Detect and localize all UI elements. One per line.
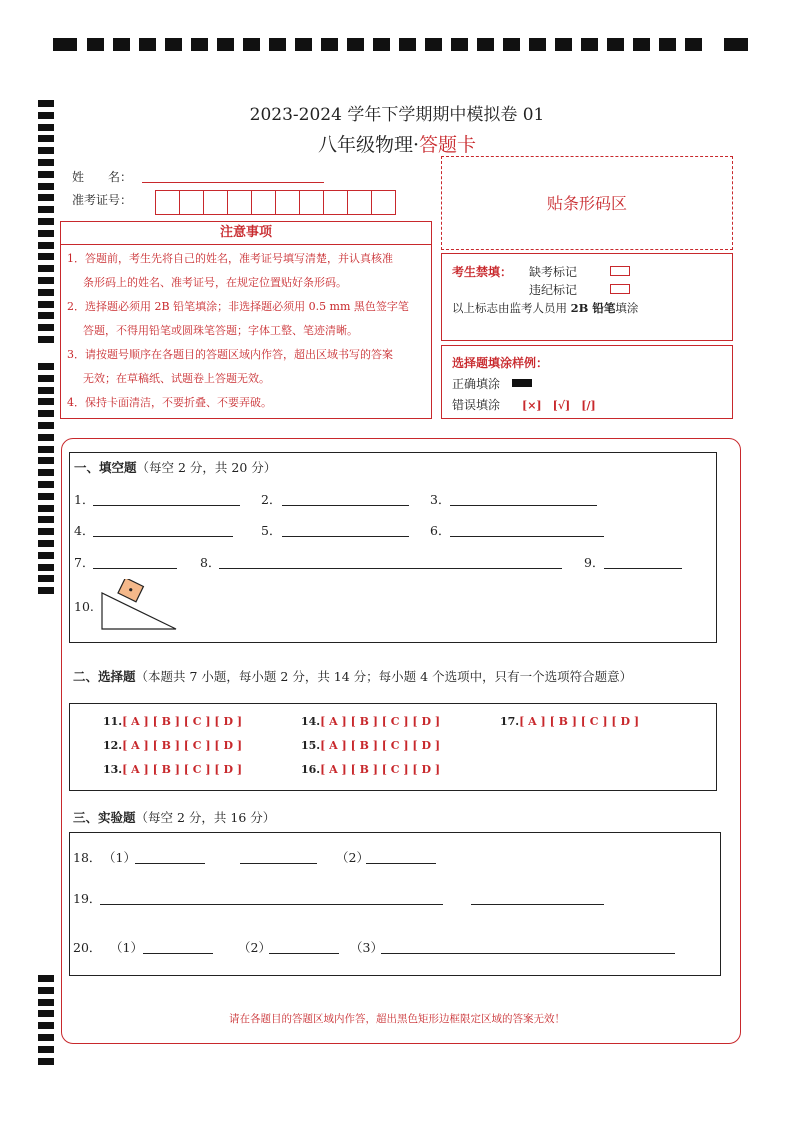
timing-mark xyxy=(38,312,54,319)
q1-blank[interactable] xyxy=(93,490,240,506)
forbidden-note: 以上标志由监考人员用 2B 铅笔填涂 xyxy=(452,301,639,315)
notice-title: 注意事项 xyxy=(61,222,431,245)
q19-blank-1[interactable] xyxy=(100,889,443,905)
timing-mark xyxy=(38,242,54,249)
q7-label: 7． xyxy=(74,555,95,570)
fill-sample-box xyxy=(441,345,733,419)
id-digit-box[interactable] xyxy=(155,190,180,215)
name-field[interactable] xyxy=(142,182,324,183)
q5-label: 5． xyxy=(261,523,282,538)
q6-label: 6． xyxy=(430,523,451,538)
q18-label: 18． xyxy=(73,850,102,865)
timing-mark xyxy=(38,987,54,994)
timing-mark xyxy=(38,481,54,488)
timing-mark xyxy=(38,218,54,225)
q2-blank[interactable] xyxy=(282,490,409,506)
left-timing-marks xyxy=(38,100,54,1070)
id-digit-box[interactable] xyxy=(323,190,348,215)
timing-mark xyxy=(38,387,54,394)
id-digit-box[interactable] xyxy=(203,190,228,215)
timing-mark xyxy=(581,38,598,51)
id-number-boxes[interactable] xyxy=(155,190,421,215)
section3-box xyxy=(69,832,721,976)
choice-q15[interactable]: 15.[ A ] [ B ] [ C ] [ D ] xyxy=(301,739,441,752)
timing-mark xyxy=(38,375,54,382)
page-title: 2023-2024 学年下学期期中模拟卷 01 xyxy=(249,105,545,125)
timing-mark xyxy=(38,1046,54,1053)
timing-mark xyxy=(113,38,130,51)
forbidden-title: 考生禁填： xyxy=(452,265,513,279)
id-digit-box[interactable] xyxy=(299,190,324,215)
choice-q17[interactable]: 17.[ A ] [ B ] [ C ] [ D ] xyxy=(500,715,640,728)
q3-label: 3． xyxy=(430,492,451,507)
id-digit-box[interactable] xyxy=(275,190,300,215)
timing-mark xyxy=(399,38,416,51)
choice-q13[interactable]: 13.[ A ] [ B ] [ C ] [ D ] xyxy=(103,763,243,776)
wrong-label: 错误填涂 xyxy=(452,398,501,412)
timing-mark xyxy=(38,975,54,982)
timing-mark xyxy=(38,206,54,213)
choice-q11[interactable]: 11.[ A ] [ B ] [ C ] [ D ] xyxy=(103,715,243,728)
timing-mark xyxy=(38,587,54,594)
timing-mark xyxy=(38,505,54,512)
violation-label: 违纪标记 xyxy=(529,283,578,297)
section3-title: 三、实验题（每空 2 分，共 16 分） xyxy=(73,810,276,825)
section2-box xyxy=(69,703,717,791)
footer-warning: 请在各题目的答题区域内作答，超出黑色矩形边框限定区域的答案无效！ xyxy=(229,1013,565,1025)
violation-checkbox[interactable] xyxy=(610,284,630,294)
q18-blank-2[interactable] xyxy=(240,848,317,864)
q20-blank-2[interactable] xyxy=(269,938,339,954)
section2-title: 二、选择题（本题共 7 小题，每小题 2 分，共 14 分；每小题 4 个选项中，只有一个选项符合题意） xyxy=(73,669,633,684)
timing-mark xyxy=(217,38,234,51)
id-digit-box[interactable] xyxy=(179,190,204,215)
q20-label: 20． xyxy=(73,940,102,955)
notice-box xyxy=(60,221,432,419)
q8-label: 8． xyxy=(200,555,221,570)
timing-mark xyxy=(38,301,54,308)
notice-item: 条形码上的姓名、准考证号，在规定位置贴好条形码。 xyxy=(83,276,347,289)
timing-mark xyxy=(38,159,54,166)
timing-mark xyxy=(425,38,442,51)
q4-label: 4． xyxy=(74,523,95,538)
q18-part1-label: （1） xyxy=(103,850,136,865)
timing-mark xyxy=(373,38,390,51)
sample-title: 选择题填涂样例： xyxy=(452,356,549,370)
timing-mark xyxy=(321,38,338,51)
q10-label: 10. xyxy=(74,599,94,614)
q2-label: 2． xyxy=(261,492,282,507)
timing-mark xyxy=(38,446,54,453)
timing-mark xyxy=(38,194,54,201)
timing-mark xyxy=(38,398,54,405)
timing-mark xyxy=(659,38,676,51)
correct-label: 正确填涂 xyxy=(452,377,501,391)
timing-mark xyxy=(38,277,54,284)
q19-label: 19． xyxy=(73,891,102,906)
timing-mark xyxy=(87,38,104,51)
id-digit-box[interactable] xyxy=(227,190,252,215)
id-digit-box[interactable] xyxy=(251,190,276,215)
timing-mark xyxy=(451,38,468,51)
correct-fill-mark xyxy=(512,379,532,387)
q3-blank[interactable] xyxy=(450,490,597,506)
timing-mark xyxy=(38,171,54,178)
timing-mark xyxy=(243,38,260,51)
notice-item: 无效；在草稿纸、试题卷上答题无效。 xyxy=(83,372,270,385)
timing-mark xyxy=(38,324,54,331)
q20-blank-1[interactable] xyxy=(143,938,213,954)
timing-mark xyxy=(38,469,54,476)
id-label: 准考证号： xyxy=(72,193,133,207)
timing-mark xyxy=(38,540,54,547)
timing-mark xyxy=(555,38,572,51)
q8-blank[interactable] xyxy=(219,553,562,569)
q9-label: 9． xyxy=(584,555,605,570)
timing-mark xyxy=(607,38,624,51)
section1-box xyxy=(69,452,717,643)
timing-mark xyxy=(38,564,54,571)
timing-mark xyxy=(633,38,650,51)
timing-mark xyxy=(38,1034,54,1041)
timing-mark xyxy=(38,552,54,559)
timing-mark xyxy=(38,265,54,272)
q18-blank-1[interactable] xyxy=(135,848,205,864)
q18-blank-3[interactable] xyxy=(366,848,436,864)
choice-q16[interactable]: 16.[ A ] [ B ] [ C ] [ D ] xyxy=(301,763,441,776)
barcode-area xyxy=(441,156,733,250)
timing-mark xyxy=(38,422,54,429)
top-timing-marks xyxy=(53,38,748,51)
q9-blank[interactable] xyxy=(604,553,682,569)
timing-mark xyxy=(38,1058,54,1065)
timing-mark xyxy=(685,38,702,51)
id-digit-box[interactable] xyxy=(347,190,372,215)
notice-item: 3．请按题号顺序在各题目的答题区域内作答，超出区域书写的答案 xyxy=(67,348,393,361)
notice-item: 4．保持卡面清洁，不要折叠、不要弄破。 xyxy=(67,396,272,409)
timing-mark xyxy=(503,38,520,51)
absent-label: 缺考标记 xyxy=(529,265,578,279)
timing-mark xyxy=(38,434,54,441)
wrong-fill-marks: [×] [√] [/] xyxy=(522,399,596,412)
timing-mark xyxy=(38,457,54,464)
timing-mark xyxy=(38,575,54,582)
timing-mark xyxy=(38,253,54,260)
choice-q14[interactable]: 14.[ A ] [ B ] [ C ] [ D ] xyxy=(301,715,441,728)
id-digit-box[interactable] xyxy=(371,190,396,215)
timing-mark xyxy=(191,38,208,51)
timing-mark xyxy=(38,999,54,1006)
absent-checkbox[interactable] xyxy=(610,266,630,276)
q20-part2-label: （2） xyxy=(238,940,271,955)
q20-blank-3[interactable] xyxy=(381,938,675,954)
timing-mark xyxy=(38,336,54,343)
q20-part1-label: （1） xyxy=(110,940,143,955)
q18-part2-label: （2） xyxy=(336,850,369,865)
timing-mark xyxy=(38,289,54,296)
timing-mark xyxy=(38,493,54,500)
notice-item: 1．答题前，考生先将自己的姓名，准考证号填写清楚，并认真核准 xyxy=(67,252,393,265)
q19-blank-2[interactable] xyxy=(471,889,604,905)
choice-q12[interactable]: 12.[ A ] [ B ] [ C ] [ D ] xyxy=(103,739,243,752)
timing-mark xyxy=(529,38,546,51)
timing-mark xyxy=(38,516,54,523)
q20-part3-label: （3） xyxy=(350,940,383,955)
timing-mark xyxy=(347,38,364,51)
forbidden-box xyxy=(441,253,733,341)
timing-mark xyxy=(38,230,54,237)
q4-blank[interactable] xyxy=(93,521,233,537)
timing-mark xyxy=(38,528,54,535)
timing-mark xyxy=(139,38,156,51)
timing-mark xyxy=(269,38,286,51)
timing-mark xyxy=(38,363,54,370)
timing-mark xyxy=(38,410,54,417)
barcode-label: 贴条形码区 xyxy=(546,194,627,213)
timing-mark xyxy=(295,38,312,51)
section1-title: 一、填空题（每空 2 分，共 20 分） xyxy=(74,460,277,475)
q1-label: 1． xyxy=(74,492,95,507)
timing-mark xyxy=(477,38,494,51)
notice-item: 答题，不得用铅笔或圆珠笔答题；字体工整、笔迹清晰。 xyxy=(83,324,358,337)
q6-blank[interactable] xyxy=(450,521,604,537)
notice-item: 2．选择题必须用 2B 铅笔填涂；非选择题必须用 0.5 mm 黑色签字笔 xyxy=(67,300,409,313)
page-subtitle: 八年级物理·答题卡 xyxy=(317,134,477,156)
incline-diagram[interactable] xyxy=(98,579,178,631)
q5-blank[interactable] xyxy=(282,521,409,537)
name-label: 姓 名： xyxy=(72,170,133,184)
timing-mark xyxy=(38,183,54,190)
timing-mark xyxy=(165,38,182,51)
q7-blank[interactable] xyxy=(93,553,177,569)
